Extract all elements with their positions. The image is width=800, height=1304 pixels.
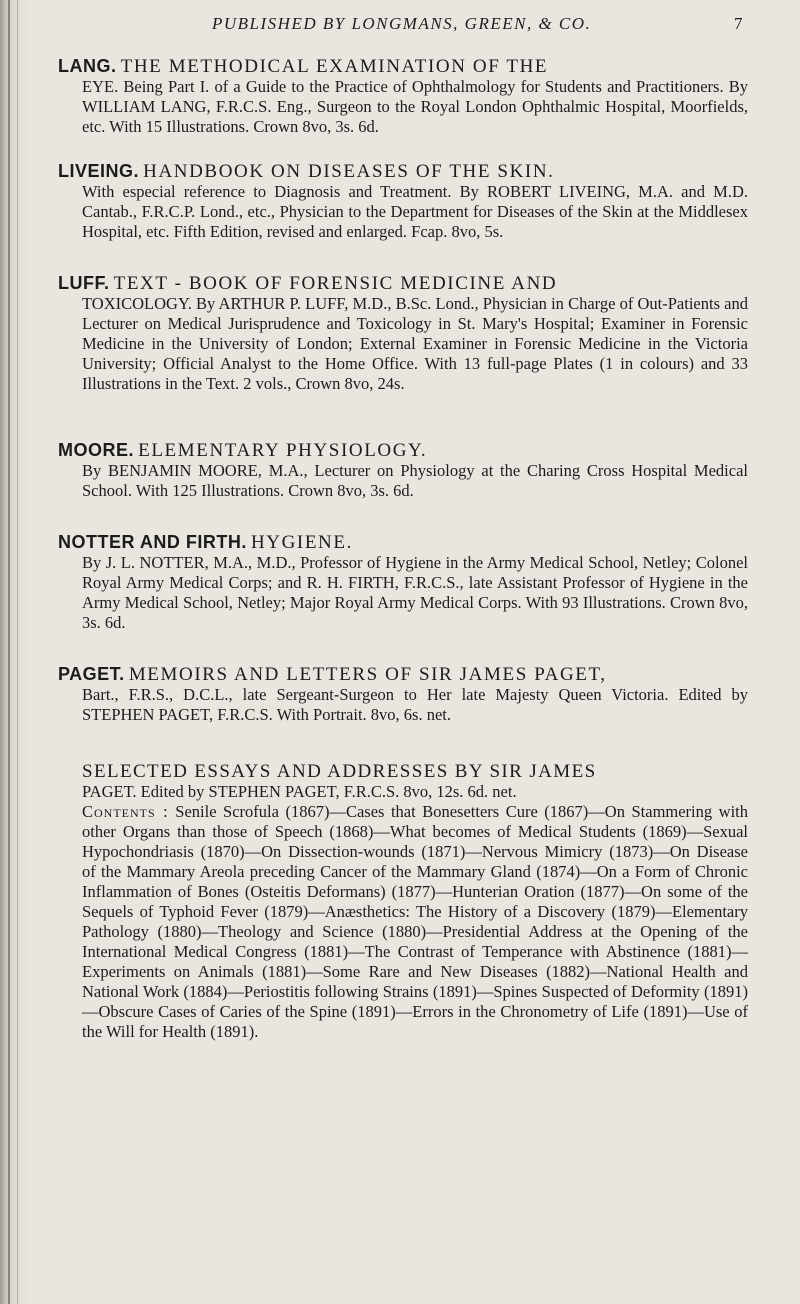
spine-line xyxy=(8,0,10,1304)
entry-title: MEMOIRS AND LETTERS OF SIR JAMES PAGET, xyxy=(128,664,607,685)
entry-title: THE METHODICAL EXAMINATION OF THE xyxy=(120,56,549,77)
page-number: 7 xyxy=(734,14,743,33)
entry-body: By J. L. NOTTER, M.A., M.D., Professor of Hygiene in the Army Medical School, Netley; Colonel Royal Army Medical Corps; and R. H. FIRTH, F.R.C.S., late Assistant Professor of Hygiene in the Army Medical School, Netley; Major Royal Army Medical Corps. With 93 Illustrations. Crown 8vo, 3s. 6d. xyxy=(82,553,748,632)
entry-author: LANG. xyxy=(58,56,117,76)
entry-body: EYE. Being Part I. of a Guide to the Practice of Ophthalmology for Students and Practitioners. By WILLIAM LANG, F.R.C.S. Eng., Surgeon to the Royal London Ophthalmic Hospital, Moorfields, etc. With 15 Illustrations. Crown 8vo, 3s. 6d. xyxy=(82,77,748,136)
catalogue-entry-moore xyxy=(58,440,748,501)
entry-author: PAGET. xyxy=(58,664,125,684)
entry-author: NOTTER AND FIRTH. xyxy=(58,532,247,552)
entry-title: HANDBOOK ON DISEASES OF THE SKIN. xyxy=(143,161,555,182)
contents-label: Contents : xyxy=(82,802,169,821)
running-head: PUBLISHED BY LONGMANS, GREEN, & CO. xyxy=(212,14,592,33)
catalogue-entry-lang xyxy=(58,56,748,137)
book-spine-edge xyxy=(0,0,30,1304)
entry-body: Bart., F.R.S., D.C.L., late Sergeant-Surgeon to Her late Majesty Queen Victoria. Edited by STEPHEN PAGET, F.R.C.S. With Portrait. 8vo, 6s. net. xyxy=(82,685,748,724)
catalogue-entry-liveing xyxy=(58,161,748,242)
entry-body: By BENJAMIN MOORE, M.A., Lecturer on Physiology at the Charing Cross Hospital Medical School. With 125 Illustrations. Crown 8vo, 3s. 6d. xyxy=(82,461,748,500)
entry-title: HYGIENE. xyxy=(250,532,353,553)
catalogue-entry-luff xyxy=(58,273,748,394)
entry-title: TEXT - BOOK OF FORENSIC MEDICINE AND xyxy=(113,273,558,294)
spine-line xyxy=(17,0,18,1304)
entry-title: ELEMENTARY PHYSIOLOGY. xyxy=(138,440,428,461)
entry-body: With especial reference to Diagnosis and Treatment. By ROBERT LIVEING, M.A. and M.D. Cantab., F.R.C.P. Lond., etc., Physician to the Department for Diseases of the Skin at the Middlesex Hospital, etc. Fifth Edition, revised and enlarged. Fcap. 8vo, 5s. xyxy=(82,182,748,241)
entry-author: LIVEING. xyxy=(58,161,140,181)
entry-author: LUFF. xyxy=(58,273,110,293)
contents-list: Senile Scrofula (1867)—Cases that Bonesetters Cure (1867)—On Stammering with other Organs than those of Speech (1868)—What becomes of Medical Students (1869)—Sexual Hypochondriasis (1870)—On Dissection-wounds (1871)—Nervous Mimicry (1873)—On Disease of the Mammary Areola preceding Cancer of the Mammary Gland (1874)—On a Form of Chronic Inflammation of Bones (Osteitis Deformans) (1877)—Hunterian Oration (1877)—On some of the Sequels of Typhoid Fever (1879)—Anæsthetics: The History of a Discovery (1879)—Elementary Pathology (1880)—Theology and Science (1880)—Presidential Address at the Opening of the International Medical Congress (1881)—The Contrast of Temperance with Abstinence (1881)—Experiments on Animals (1881)—Some Rare and New Diseases (1882)—National Health and National Work (1884)—Periostitis following Strains (1891)—Spines Suspected of Deformity (1891)—Obscure Cases of Caries of the Spine (1891)—Errors in the Chronometry of Life (1891)—Use of the Will for Health (1891). xyxy=(82,802,748,1041)
entry-author: MOORE. xyxy=(58,440,135,460)
entry-body: PAGET. Edited by STEPHEN PAGET, F.R.C.S. 8vo, 12s. 6d. net. xyxy=(82,782,517,801)
entry-body: TOXICOLOGY. By ARTHUR P. LUFF, M.D., B.Sc. Lond., Physician in Charge of Out-Patients and Lecturer on Medical Jurisprudence and Toxicology in St. Mary's Hospital; Examiner in Forensic Medicine in the University of London; External Examiner in Forensic Medicine in the Victoria University; Official Analyst to the Home Office. With 13 full-page Plates (1 in colours) and 33 Illustrations in the Text. 2 vols., Crown 8vo, 24s. xyxy=(82,294,748,393)
entry-title: SELECTED ESSAYS AND ADDRESSES BY SIR JAMES xyxy=(82,761,597,782)
catalogue-entry-paget xyxy=(58,664,748,725)
catalogue-entry-notter-firth xyxy=(58,532,748,633)
entry-contents xyxy=(58,802,748,1042)
catalogue-entry-selected-essays xyxy=(58,762,748,1042)
